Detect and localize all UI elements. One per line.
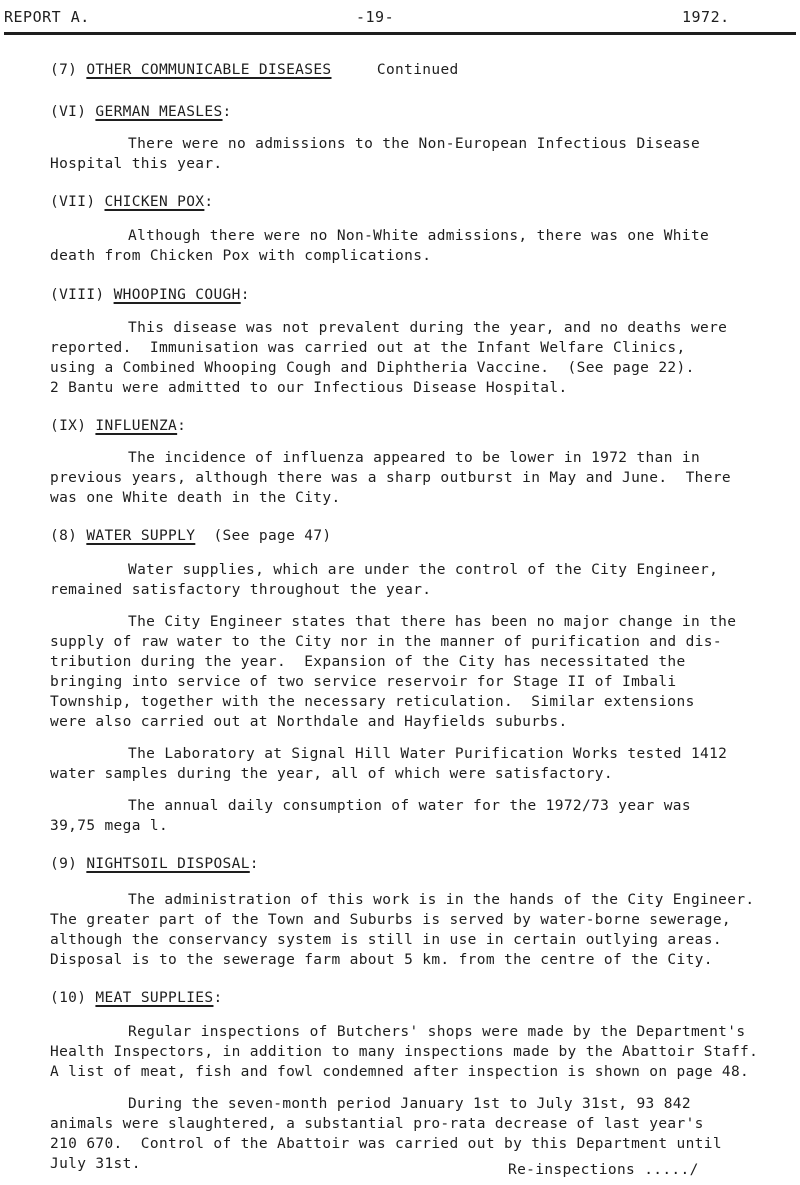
section-title: OTHER COMMUNICABLE DISEASES bbox=[86, 62, 332, 78]
paragraph-line: Township, together with the necessary reticulation. Similar extensions bbox=[50, 694, 695, 710]
section-vi-heading bbox=[50, 104, 232, 120]
report-year: 1972. bbox=[682, 8, 730, 26]
paragraph-line: tribution during the year. Expansion of the City has necessitated the bbox=[50, 654, 686, 670]
paragraph-line: The annual daily consumption of water for the 1972/73 year was bbox=[128, 798, 691, 814]
paragraph-line: was one White death in the City. bbox=[50, 490, 341, 506]
paragraph-line: were also carried out at Northdale and Hayfields suburbs. bbox=[50, 714, 568, 730]
paragraph-line: During the seven-month period January 1st to July 31st, 93 842 bbox=[128, 1096, 691, 1112]
section-number: (VII) bbox=[50, 194, 96, 210]
paragraph-line: The Laboratory at Signal Hill Water Purification Works tested 1412 bbox=[128, 746, 728, 762]
section-suffix: : bbox=[177, 418, 187, 434]
report-label: REPORT A. bbox=[4, 8, 90, 26]
section-title: MEAT SUPPLIES bbox=[95, 990, 214, 1006]
section-number: (7) bbox=[50, 62, 78, 78]
paragraph-line: reported. Immunisation was carried out at the Infant Welfare Clinics, bbox=[50, 340, 686, 356]
paragraph-line: Disposal is to the sewerage farm about 5 km. from the centre of the City. bbox=[50, 952, 713, 968]
section-title: NIGHTSOIL DISPOSAL bbox=[86, 856, 250, 872]
paragraph-line: water samples during the year, all of which were satisfactory. bbox=[50, 766, 613, 782]
section-10-heading bbox=[50, 990, 223, 1006]
section-number: (10) bbox=[50, 990, 87, 1006]
paragraph-line: The administration of this work is in the hands of the City Engineer. bbox=[128, 892, 755, 908]
section-title: GERMAN MEASLES bbox=[95, 104, 223, 120]
section-suffix: : bbox=[249, 856, 259, 872]
paragraph-line: July 31st. bbox=[50, 1156, 141, 1172]
paragraph-line: The greater part of the Town and Suburbs is served by water-borne sewerage, bbox=[50, 912, 731, 928]
paragraph-line: bringing into service of two service reservoir for Stage II of Imbali bbox=[50, 674, 677, 690]
paragraph-line: The City Engineer states that there has been no major change in the bbox=[128, 614, 737, 630]
section-title: WHOOPING COUGH bbox=[113, 287, 241, 303]
paragraph-line: The incidence of influenza appeared to be lower in 1972 than in bbox=[128, 450, 701, 466]
section-suffix: : bbox=[204, 194, 214, 210]
paragraph-line: remained satisfactory throughout the year. bbox=[50, 582, 432, 598]
section-title: CHICKEN POX bbox=[104, 194, 205, 210]
paragraph-line: 39,75 mega l. bbox=[50, 818, 169, 834]
page-header bbox=[0, 8, 800, 34]
header-rule bbox=[4, 32, 796, 35]
section-suffix: : bbox=[222, 104, 232, 120]
section-8-heading bbox=[50, 528, 332, 544]
paragraph-line: 2 Bantu were admitted to our Infectious Disease Hospital. bbox=[50, 380, 568, 396]
paragraph-line: This disease was not prevalent during the year, and no deaths were bbox=[128, 320, 728, 336]
section-number: (9) bbox=[50, 856, 78, 872]
section-7-heading bbox=[50, 62, 459, 78]
section-number: (8) bbox=[50, 528, 78, 544]
section-title: INFLUENZA bbox=[95, 418, 178, 434]
section-number: (IX) bbox=[50, 418, 87, 434]
section-number: (VI) bbox=[50, 104, 87, 120]
section-9-heading bbox=[50, 856, 259, 872]
section-viii-heading bbox=[50, 287, 250, 303]
paragraph-line: animals were slaughtered, a substantial pro-rata decrease of last year's bbox=[50, 1116, 704, 1132]
paragraph-line: Although there were no Non-White admissions, there was one White bbox=[128, 228, 710, 244]
page-number: -19- bbox=[356, 8, 395, 26]
section-suffix: Continued bbox=[331, 62, 459, 78]
section-suffix: : bbox=[213, 990, 223, 1006]
paragraph-line: using a Combined Whooping Cough and Diphtheria Vaccine. (See page 22). bbox=[50, 360, 695, 376]
continuation-note: Re-inspections ...../ bbox=[508, 1162, 699, 1178]
paragraph-line: A list of meat, fish and fowl condemned after inspection is shown on page 48. bbox=[50, 1064, 750, 1080]
paragraph-line: Hospital this year. bbox=[50, 156, 223, 172]
paragraph-line: death from Chicken Pox with complications. bbox=[50, 248, 432, 264]
paragraph-line: 210 670. Control of the Abattoir was carried out by this Department until bbox=[50, 1136, 722, 1152]
section-ix-heading bbox=[50, 418, 186, 434]
paragraph-line: There were no admissions to the Non-European Infectious Disease bbox=[128, 136, 701, 152]
paragraph-line: although the conservancy system is still in use in certain outlying areas. bbox=[50, 932, 722, 948]
paragraph-line: supply of raw water to the City nor in the manner of purification and dis- bbox=[50, 634, 722, 650]
section-vii-heading bbox=[50, 194, 213, 210]
paragraph-line: Regular inspections of Butchers' shops were made by the Department's bbox=[128, 1024, 746, 1040]
section-suffix: : bbox=[240, 287, 250, 303]
paragraph-line: previous years, although there was a sharp outburst in May and June. There bbox=[50, 470, 731, 486]
paragraph-line: Water supplies, which are under the control of the City Engineer, bbox=[128, 562, 719, 578]
section-suffix: (See page 47) bbox=[195, 528, 332, 544]
section-number: (VIII) bbox=[50, 287, 105, 303]
paragraph-line: Health Inspectors, in addition to many inspections made by the Abattoir Staff. bbox=[50, 1044, 759, 1060]
section-title: WATER SUPPLY bbox=[86, 528, 196, 544]
